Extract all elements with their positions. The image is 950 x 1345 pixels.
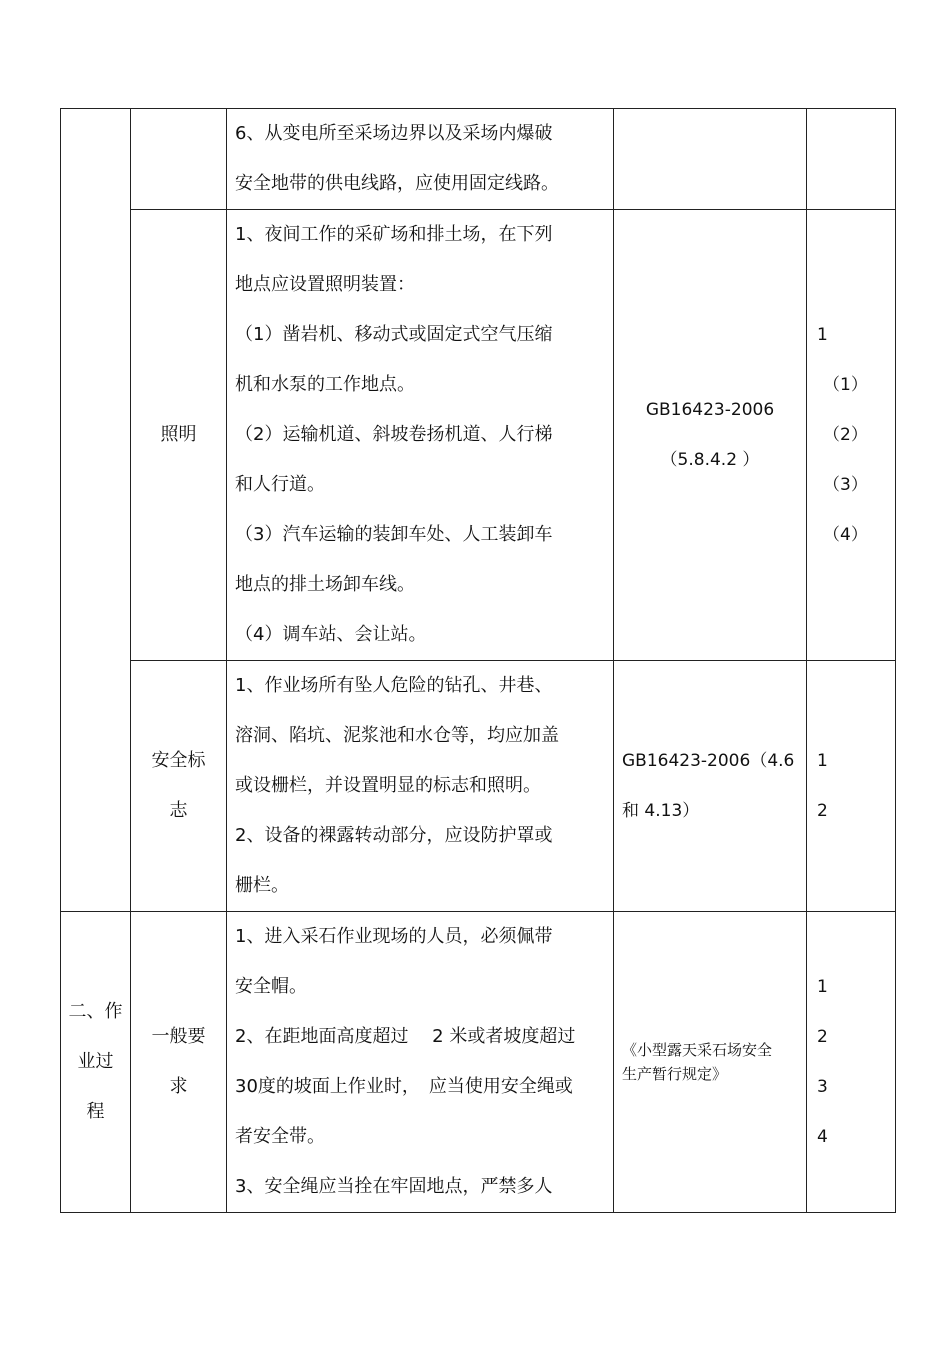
safety-inspection-table [60, 108, 896, 1213]
section-cell-continued [61, 109, 131, 912]
content-line: 者安全带。 [235, 1126, 325, 1147]
content-cell [227, 912, 614, 1213]
table-row [61, 210, 896, 661]
content-line: 安全地带的供电线路，应使用固定线路。 [235, 173, 559, 194]
section-label: 二、作 [68, 1001, 123, 1022]
category-cell [131, 109, 227, 210]
content-line: （4）调车站、会让站。 [235, 624, 427, 645]
items-cell [807, 661, 896, 912]
items-cell [807, 109, 896, 210]
reference-line: 和 4.13） [622, 801, 700, 821]
reference-cell [614, 912, 807, 1213]
content-line: 地点的排土场卸车线。 [235, 574, 415, 595]
item-number: 1 [817, 751, 828, 771]
section-label: 业过 [77, 1051, 114, 1072]
reference-cell [614, 210, 807, 661]
reference-line: （5.8.4.2 ） [660, 450, 760, 470]
content-line: 和人行道。 [235, 474, 325, 495]
reference-line: GB16423-2006（4.6 [622, 751, 795, 771]
content-line: 1、作业场所有坠人危险的钻孔、井巷、 [235, 675, 553, 696]
category-label: 求 [169, 1076, 188, 1097]
table-row [61, 109, 896, 210]
content-line: （3）汽车运输的装卸车处、人工装卸车 [235, 524, 553, 545]
content-cell [227, 661, 614, 912]
reference-cell [614, 109, 807, 210]
content-line: 3、安全绳应当拴在牢固地点，严禁多人 [235, 1176, 553, 1197]
item-number: 1 [817, 977, 828, 997]
content-line: （2）运输机道、斜坡卷扬机道、人行梯 [235, 424, 553, 445]
table-row [61, 661, 896, 912]
category-label: 照明 [160, 424, 197, 445]
category-label: 志 [169, 800, 188, 821]
content-line: 栅栏。 [235, 875, 289, 896]
section-label: 程 [86, 1101, 105, 1122]
content-line: 机和水泵的工作地点。 [235, 374, 415, 395]
content-line: 6、从变电所至采场边界以及采场内爆破 [235, 123, 553, 144]
content-line: 或设栅栏，并设置明显的标志和照明。 [235, 775, 541, 796]
category-cell [131, 912, 227, 1213]
item-number: 1 [817, 325, 828, 345]
category-cell [131, 661, 227, 912]
content-line: 溶洞、陷坑、泥浆池和水仓等，均应加盖 [235, 725, 559, 746]
content-line: 2、在距地面高度超过 2 米或者坡度超过 [235, 1026, 576, 1047]
section-cell [61, 912, 131, 1213]
content-line: 1、夜间工作的采矿场和排土场，在下列 [235, 224, 553, 245]
reference-line: 《小型露天采石场安全 [622, 1041, 773, 1059]
content-line: 1、进入采石作业现场的人员，必须佩带 [235, 926, 553, 947]
item-number: 4 [817, 1127, 828, 1147]
item-number: （4） [823, 525, 868, 545]
item-number: （2） [823, 425, 868, 445]
item-number: 3 [817, 1077, 828, 1097]
content-line: （1）凿岩机、移动式或固定式空气压缩 [235, 324, 553, 345]
content-line: 安全帽。 [235, 976, 307, 997]
items-cell [807, 912, 896, 1213]
item-number: 2 [817, 1027, 828, 1047]
content-line: 2、设备的裸露转动部分，应设防护罩或 [235, 825, 553, 846]
reference-cell [614, 661, 807, 912]
content-line: 地点应设置照明装置： [235, 274, 415, 295]
item-number: （3） [823, 475, 868, 495]
table-row [61, 912, 896, 1213]
item-number: 2 [817, 801, 828, 821]
content-line: 30度的坡面上作业时， 应当使用安全绳或 [235, 1076, 573, 1097]
content-cell [227, 210, 614, 661]
items-cell [807, 210, 896, 661]
category-cell [131, 210, 227, 661]
category-label: 安全标 [151, 750, 206, 771]
reference-line: 生产暂行规定》 [622, 1065, 728, 1083]
content-cell [227, 109, 614, 210]
item-number: （1） [823, 375, 868, 395]
reference-line: GB16423-2006 [645, 400, 775, 420]
category-label: 一般要 [151, 1026, 206, 1047]
